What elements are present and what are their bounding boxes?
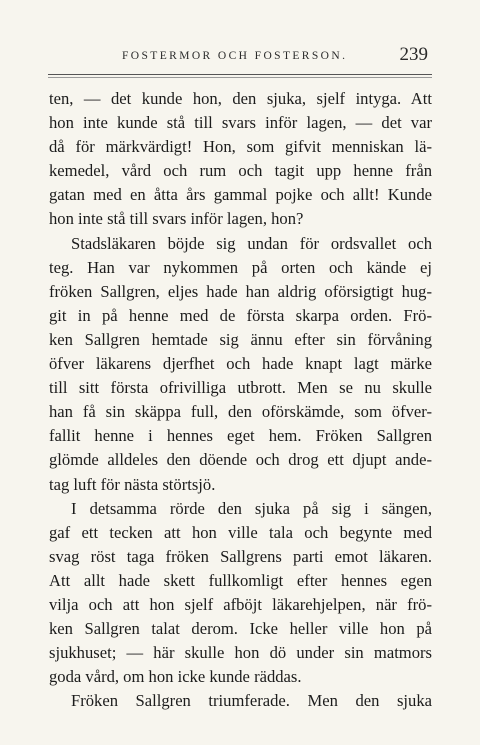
- page-number: 239: [399, 44, 428, 65]
- text-line: hon inte stå till svars inför lagen, hon?: [49, 209, 304, 229]
- text-line: git in på henne med de första skarpa orden. Frö-: [49, 305, 432, 325]
- header-rule: [48, 74, 432, 75]
- text-line: glömde alldeles den döende och drog ett djupt ande-: [49, 450, 432, 470]
- text-line: goda vård, om hon icke kunde räddas.: [49, 667, 302, 687]
- text-line: kemedel, vård och rum och tagit upp henne från: [49, 161, 432, 181]
- text-line: sjukhuset; — här skulle hon dö under sin matmors: [49, 643, 432, 663]
- text-line: Att allt hade skett fullkomligt efter hennes egen: [49, 570, 432, 590]
- text-line: svag röst taga fröken Sallgrens parti emot läkaren.: [49, 546, 432, 566]
- text-line: ten, — det kunde hon, den sjuka, sjelf intyga. Att: [49, 89, 432, 108]
- text-line: öfver läkarens djerfhet och hade knapt lagt märke: [49, 354, 432, 374]
- running-title: FOSTERMOR OCH FOSTERSON.: [122, 50, 348, 62]
- text-line: teg. Han var nykommen på orten och kände ej: [49, 257, 432, 277]
- text-line: Stadsläkaren böjde sig undan för ordsvallet och: [71, 233, 432, 253]
- text-line: till sitt första ofrivilliga utbrott. Men se nu skulle: [49, 378, 432, 398]
- text-line: Fröken Sallgren triumferade. Men den sjuka: [71, 691, 432, 711]
- text-line: hon inte kunde stå till svars inför lagen, — det var: [49, 113, 432, 133]
- header-rule-thin: [48, 77, 432, 78]
- text-line: gatan med en åtta års gammal pojke och allt! Kunde: [49, 185, 432, 205]
- text-line: fröken Sallgren, eljes hade han aldrig oförsigtigt hug-: [49, 281, 432, 301]
- text-line: ken Sallgren hemtade sig ännu efter sin förvåning: [49, 329, 432, 349]
- text-line: tag luft för nästa störtsjö.: [49, 474, 216, 494]
- text-line: ken Sallgren talat derom. Icke heller ville hon på: [49, 619, 432, 639]
- page-header: [48, 44, 432, 70]
- text-line: I detsamma rörde den sjuka på sig i sängen,: [71, 498, 432, 518]
- text-line: då för märkvärdigt! Hon, som gifvit menniskan lä-: [49, 137, 432, 157]
- text-line: fallit henne i hennes eget hem. Fröken Sallgren: [49, 426, 432, 446]
- body-text: [49, 87, 432, 713]
- text-line: gaf ett tecken att hon ville tala och begynte med: [49, 522, 432, 542]
- text-line: vilja och att hon sjelf afböjt läkarehjelpen, när frö-: [49, 594, 432, 614]
- text-line: han få sin skäppa full, den oförskämde, som öfver-: [49, 402, 432, 422]
